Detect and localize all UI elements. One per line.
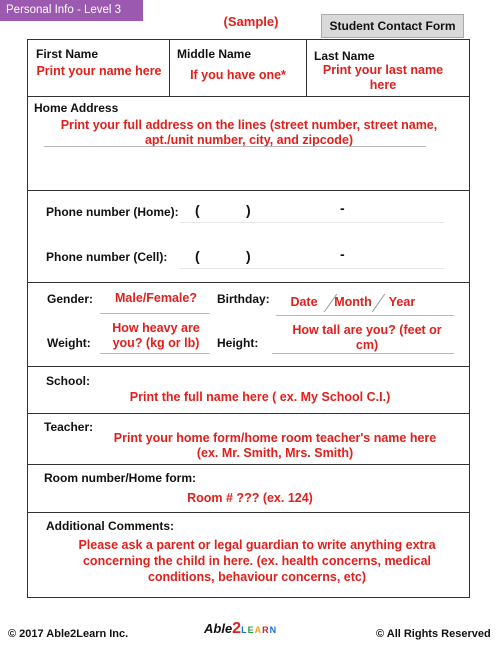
copyright-text: © 2017 Able2Learn Inc. bbox=[8, 628, 129, 640]
logo-a: A bbox=[254, 625, 263, 635]
weight-label: Weight: bbox=[47, 336, 91, 350]
school-divider bbox=[27, 366, 470, 367]
name-divider-1 bbox=[169, 39, 170, 96]
personal-divider bbox=[27, 282, 470, 283]
cell-area-close: ) bbox=[246, 248, 251, 264]
middle-name-label: Middle Name bbox=[177, 47, 252, 61]
cell-dash: - bbox=[340, 246, 345, 262]
gender-label: Gender: bbox=[47, 292, 94, 306]
room-label: Room number/Home form: bbox=[44, 471, 197, 485]
school-label: School: bbox=[46, 374, 90, 388]
cell-area-open: ( bbox=[195, 248, 200, 264]
phone-cell-label: Phone number (Cell): bbox=[46, 250, 168, 264]
gender-field[interactable]: Male/Female? bbox=[115, 291, 197, 305]
height-label: Height: bbox=[217, 336, 259, 350]
gender-line bbox=[100, 313, 210, 314]
birthday-line bbox=[276, 315, 454, 316]
home-dash: - bbox=[340, 200, 345, 216]
room-divider bbox=[27, 464, 470, 465]
teacher-label: Teacher: bbox=[44, 420, 94, 434]
phone-home-field[interactable] bbox=[180, 222, 444, 223]
logo-able: Able bbox=[204, 621, 233, 636]
last-name-field[interactable]: Print your last name here bbox=[322, 63, 444, 92]
name-divider-2 bbox=[306, 39, 307, 96]
room-field[interactable]: Room # ??? (ex. 124) bbox=[187, 491, 313, 505]
teacher-divider bbox=[27, 413, 470, 414]
weight-field[interactable]: How heavy are you? (kg or lb) bbox=[112, 321, 200, 350]
phone-cell-field[interactable] bbox=[180, 268, 444, 269]
phone-home-label: Phone number (Home): bbox=[46, 205, 179, 219]
form-title: Student Contact Form bbox=[321, 14, 464, 38]
first-name-field[interactable]: Print your name here bbox=[36, 64, 162, 78]
logo-e: E bbox=[247, 625, 255, 635]
home-address-label: Home Address bbox=[34, 101, 119, 115]
logo-two: 2 bbox=[232, 620, 242, 637]
comments-label: Additional Comments: bbox=[46, 519, 174, 533]
home-area-close: ) bbox=[246, 202, 251, 218]
first-name-label: First Name bbox=[36, 47, 99, 61]
logo-r: R bbox=[262, 625, 270, 635]
able2learn-logo bbox=[204, 620, 277, 638]
teacher-field[interactable]: Print your home form/home room teacher's name here (ex. Mr. Smith, Mrs. Smith) bbox=[113, 431, 437, 460]
logo-n: N bbox=[269, 625, 278, 635]
comments-divider bbox=[27, 512, 470, 513]
school-field[interactable]: Print the full name here ( ex. My School C.I.) bbox=[129, 390, 391, 404]
home-area-open: ( bbox=[195, 202, 200, 218]
height-field[interactable]: How tall are you? (feet or cm) bbox=[292, 323, 442, 352]
home-address-field[interactable]: Print your full address on the lines (street number, street name, apt./unit number, city, and zipcode) bbox=[60, 118, 438, 147]
weight-line bbox=[100, 353, 210, 354]
height-line bbox=[272, 353, 454, 354]
birthday-label: Birthday: bbox=[217, 292, 270, 306]
last-name-label: Last Name bbox=[314, 49, 375, 63]
sample-label: (Sample) bbox=[223, 14, 279, 29]
rights-text: © All Rights Reserved bbox=[376, 628, 491, 640]
birth-year-field[interactable]: Year bbox=[388, 295, 416, 309]
middle-name-field[interactable]: If you have one* bbox=[190, 68, 286, 82]
comments-field[interactable]: Please ask a parent or legal guardian to write anything extra concerning the child in here. (ex. health concerns, medical conditions, behaviour concerns, etc) bbox=[78, 538, 436, 584]
phone-divider bbox=[27, 190, 470, 191]
logo-l: L bbox=[241, 625, 248, 635]
name-row-divider bbox=[27, 96, 470, 97]
address-line bbox=[44, 146, 426, 147]
birth-date-field[interactable]: Date bbox=[290, 295, 318, 309]
birth-month-field[interactable]: Month bbox=[334, 295, 372, 309]
level-tag: Personal Info - Level 3 bbox=[0, 0, 143, 21]
